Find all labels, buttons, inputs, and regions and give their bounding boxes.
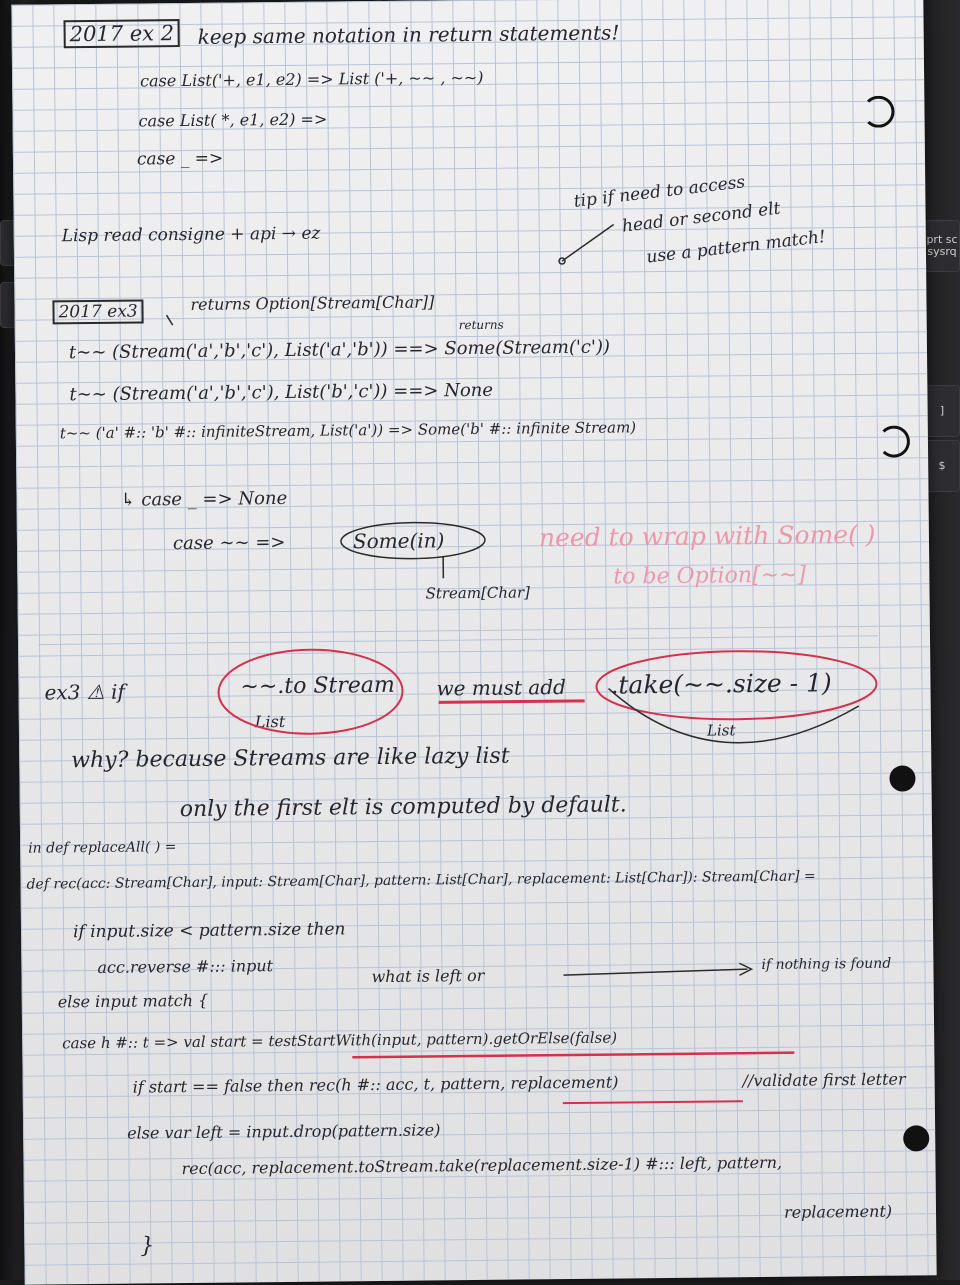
section2-heading: returns Option[Stream[Char]] — [190, 292, 434, 314]
code-line-9: replacement) — [784, 1202, 892, 1222]
why-line-2: only the first elt is computed by default. — [180, 792, 627, 822]
section1-line1: case List('+, e1, e2) => List ('+, ~~ , ~~) — [140, 68, 484, 91]
section2-tag: 2017 ex3 — [52, 299, 143, 324]
case-some-left: case ~~ => — [173, 532, 286, 554]
code-line-0: in def replaceAll( ) = — [28, 839, 177, 857]
code-line-3: acc.reverse #::: input — [97, 956, 273, 977]
code-close-brace: } — [140, 1233, 154, 1258]
code-note-nothing: if nothing is found — [761, 956, 891, 973]
section3-tag: ex3 ⚠ if — [44, 680, 125, 705]
tip-line2: head or second elt — [621, 199, 782, 237]
take-text: .take(~~.size - 1) — [610, 668, 832, 699]
pen-marks — [11, 0, 936, 1285]
code-line-4: else input match { — [58, 991, 209, 1012]
must-add-text: we must add — [436, 675, 566, 700]
example-3: t~~ ('a' #:: 'b' #:: infiniteStream, List('a')) => Some('b' #:: infinite Stream) — [60, 418, 636, 442]
tip-line3: use a pattern match! — [645, 227, 826, 268]
keyboard-key-dollar: $ — [924, 440, 960, 492]
stream-char-label: Stream[Char] — [425, 583, 530, 602]
lisp-note: Lisp read consigne + api → ez — [62, 224, 321, 247]
why-line-1: why? because Streams are like lazy list — [71, 744, 510, 774]
example-2: t~~ (Stream('a','b','c'), List('b','c')) ==> None — [69, 380, 493, 405]
code-line-8: rec(acc, replacement.toStream.take(replacement.size-1) #::: left, pattern, — [181, 1153, 782, 1178]
code-note-left: what is left or — [371, 966, 484, 986]
tip-arrow-icon — [559, 225, 614, 265]
code-line-7: else var left = input.drop(pattern.size) — [127, 1120, 440, 1142]
code-line-2: if input.size < pattern.size then — [73, 919, 346, 942]
to-stream-circle — [218, 649, 403, 735]
code-line-5: case h #:: t => val start = testStartWith(input, pattern).getOrElse(false) — [62, 1029, 617, 1053]
example-1: t~~ (Stream('a','b','c'), List('a','b')) ==> Some(Stream('c')) — [69, 337, 610, 364]
tip-line1: tip if need to access — [573, 172, 746, 212]
case-none: ↳ case _ => None — [120, 488, 287, 511]
keyboard-key-prtsc: prt sc sysrq — [924, 220, 960, 272]
section1-heading: keep same notation in return statements! — [198, 20, 620, 48]
must-add-underline — [439, 701, 585, 703]
some-in-circle — [341, 522, 485, 560]
link-arc — [609, 686, 860, 744]
take-circle — [596, 650, 877, 721]
wrap-note-1: need to wrap with Some( ) — [539, 520, 876, 553]
getorelse-underline — [352, 1053, 794, 1058]
arrow-right-icon — [563, 963, 751, 977]
validate-underline — [563, 1101, 743, 1103]
wrap-note-2: to be Option[~~] — [613, 563, 806, 590]
code-comment-validate: //validate first letter — [743, 1070, 906, 1091]
section1-tag: 2017 ex 2 — [63, 19, 180, 48]
case-some-value: Some(in) — [353, 528, 445, 553]
returns-label: returns — [459, 318, 504, 332]
code-line-1: def rec(acc: Stream[Char], input: Stream[Char], pattern: List[Char], replacement: List[Char]): Stream[Char] = — [26, 868, 815, 892]
list-label-2: List — [707, 721, 736, 739]
to-stream-text: ~~.to Stream — [240, 673, 395, 700]
section1-line3: case _ => — [137, 149, 223, 170]
keyboard-key-bracket: ] — [924, 385, 960, 437]
section1-line2: case List( *, e1, e2) => — [138, 110, 327, 131]
list-label-1: List — [255, 712, 286, 731]
code-line-6: if start == false then rec(h #:: acc, t, pattern, replacement) — [133, 1073, 619, 1097]
notebook-page — [11, 0, 936, 1285]
